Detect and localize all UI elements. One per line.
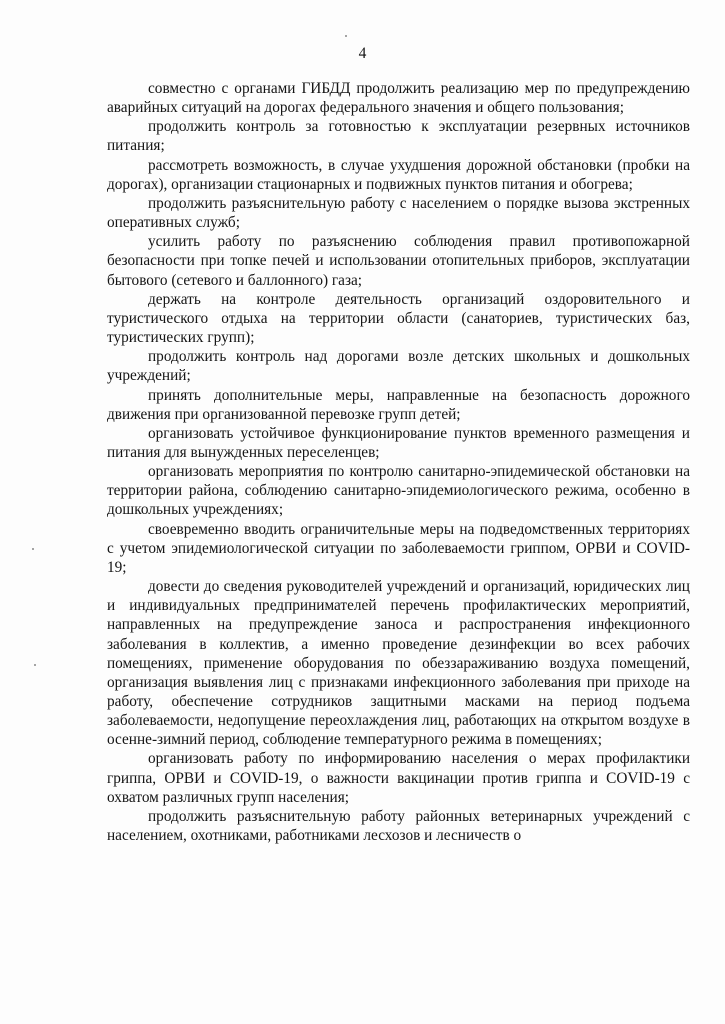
paragraph: держать на контроле деятельность организаций оздоровительного и туристического отдыха на территории области (санаториев, туристических баз, туристических групп); xyxy=(107,290,690,347)
paragraph: довести до сведения руководителей учреждений и организаций, юридических лиц и индивидуальных предпринимателей перечень профилактических мероприятий, направленных на предупреждение заноса и распространения инфекционного заболевания в коллектив, а именно проведение дезинфекции во всех рабочих помещениях, применение оборудования по обеззараживанию воздуха помещений, организация выявления лиц с признаками инфекционного заболевания при приходе на работу, обеспечение сотрудников защитными масками на период подъема заболеваемости, недопущение переохлаждения лиц, работающих на открытом воздухе в осенне-зимний период, соблюдение температурного режима в помещениях; xyxy=(107,578,690,749)
paragraph: продолжить контроль над дорогами возле детских школьных и дошкольных учреждений; xyxy=(107,348,690,385)
paragraph: своевременно вводить ограничительные меры на подведомственных территориях с учетом эпидемиологической ситуации по заболеваемости гриппом, ОРВИ и COVID-19; xyxy=(107,520,690,576)
paragraph: организовать устойчивое функционирование пунктов временного размещения и питания для вынужденных переселенцев; xyxy=(107,424,690,461)
paragraph: продолжить разъяснительную работу районных ветеринарных учреждений с населением, охотниками, работниками лесхозов и лесничеств о xyxy=(107,807,690,845)
paragraph: продолжить разъяснительную работу с населением о порядке вызова экстренных оперативных служб; xyxy=(107,194,690,232)
paragraph: рассмотреть возможность, в случае ухудшения дорожной обстановки (пробки на дорогах), организации стационарных и подвижных пунктов питания и обогрева; xyxy=(107,156,690,193)
document-body xyxy=(107,79,690,845)
paragraph: организовать мероприятия по контролю санитарно-эпидемической обстановки на территории района, соблюдению санитарно-эпидемиологического режима, особенно в дошкольных учреждениях; xyxy=(107,463,690,519)
scan-speck xyxy=(32,548,34,550)
paragraph: организовать работу по информированию населения о мерах профилактики гриппа, ОРВИ и COVID-19, о важности вакцинации против гриппа и COVID-19 с охватом различных групп населения; xyxy=(107,750,690,806)
scan-speck xyxy=(34,664,36,666)
scan-speck xyxy=(345,35,347,37)
page-number: 4 xyxy=(358,45,367,62)
paragraph: принять дополнительные меры, направленные на безопасность дорожного движения при организованной перевозке групп детей; xyxy=(107,386,690,423)
paragraph: совместно с органами ГИБДД продолжить реализацию мер по предупреждению аварийных ситуаций на дорогах федерального значения и общего пользования; xyxy=(107,80,690,117)
paragraph: продолжить контроль за готовностью к эксплуатации резервных источников питания; xyxy=(107,118,690,155)
paragraph: усилить работу по разъяснению соблюдения правил противопожарной безопасности при топке печей и использовании отопительных приборов, эксплуатации бытового (сетевого и баллонного) газа; xyxy=(107,233,690,289)
